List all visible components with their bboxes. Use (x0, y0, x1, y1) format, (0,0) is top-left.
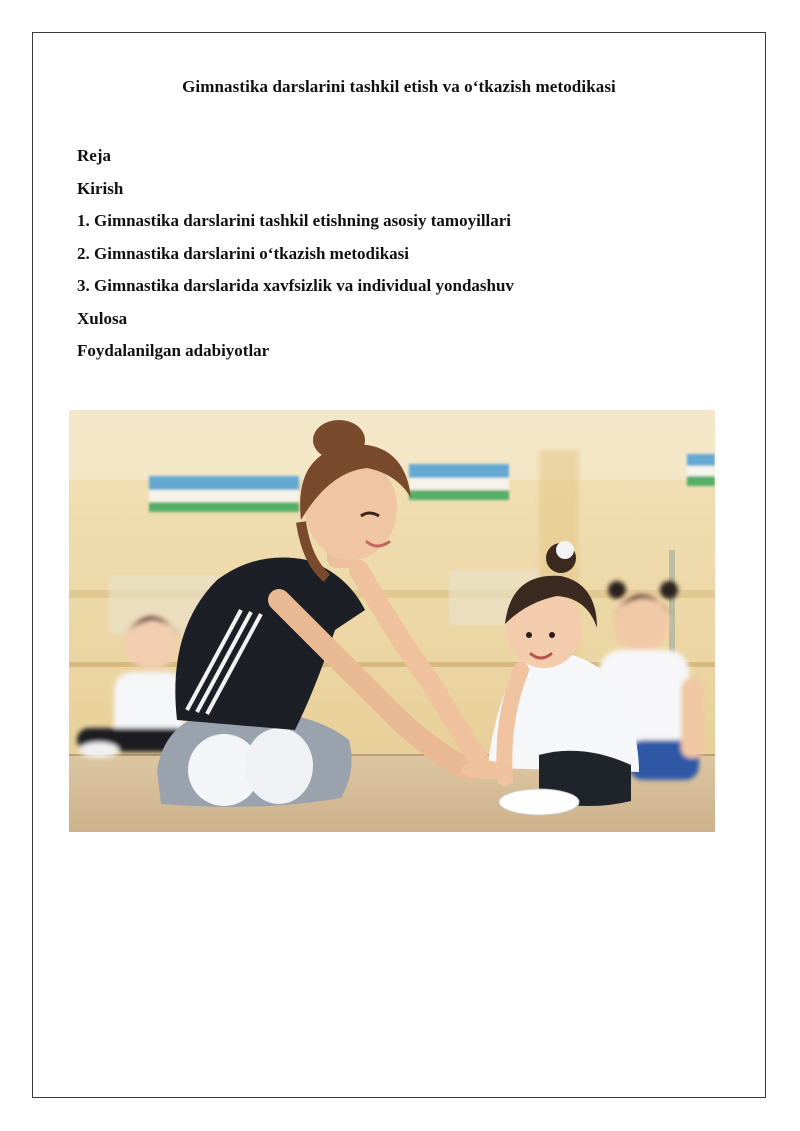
toc-item-section-1: 1. Gimnastika darslarini tashkil etishning asosiy tamoyillari (77, 211, 512, 230)
toc-item-section-2: 2. Gimnastika darslarini o‘tkazish metodikasi (77, 243, 410, 263)
toc-item-introduction: Kirish (77, 178, 124, 198)
toc-item-references: Foydalanilgan adabiyotlar (77, 341, 270, 360)
gymnastics-class-photo (69, 410, 715, 832)
document-page (32, 32, 766, 1098)
document-title: Gimnastika darslarini tashkil etish va o‘tkazish metodikasi (182, 77, 616, 96)
table-of-contents (77, 140, 514, 368)
toc-item-plan: Reja (77, 146, 111, 165)
photo-illustration (69, 410, 715, 832)
toc-item-section-3: 3. Gimnastika darslarida xavfsizlik va individual yondashuv (77, 276, 514, 295)
toc-item-conclusion: Xulosa (77, 308, 128, 328)
